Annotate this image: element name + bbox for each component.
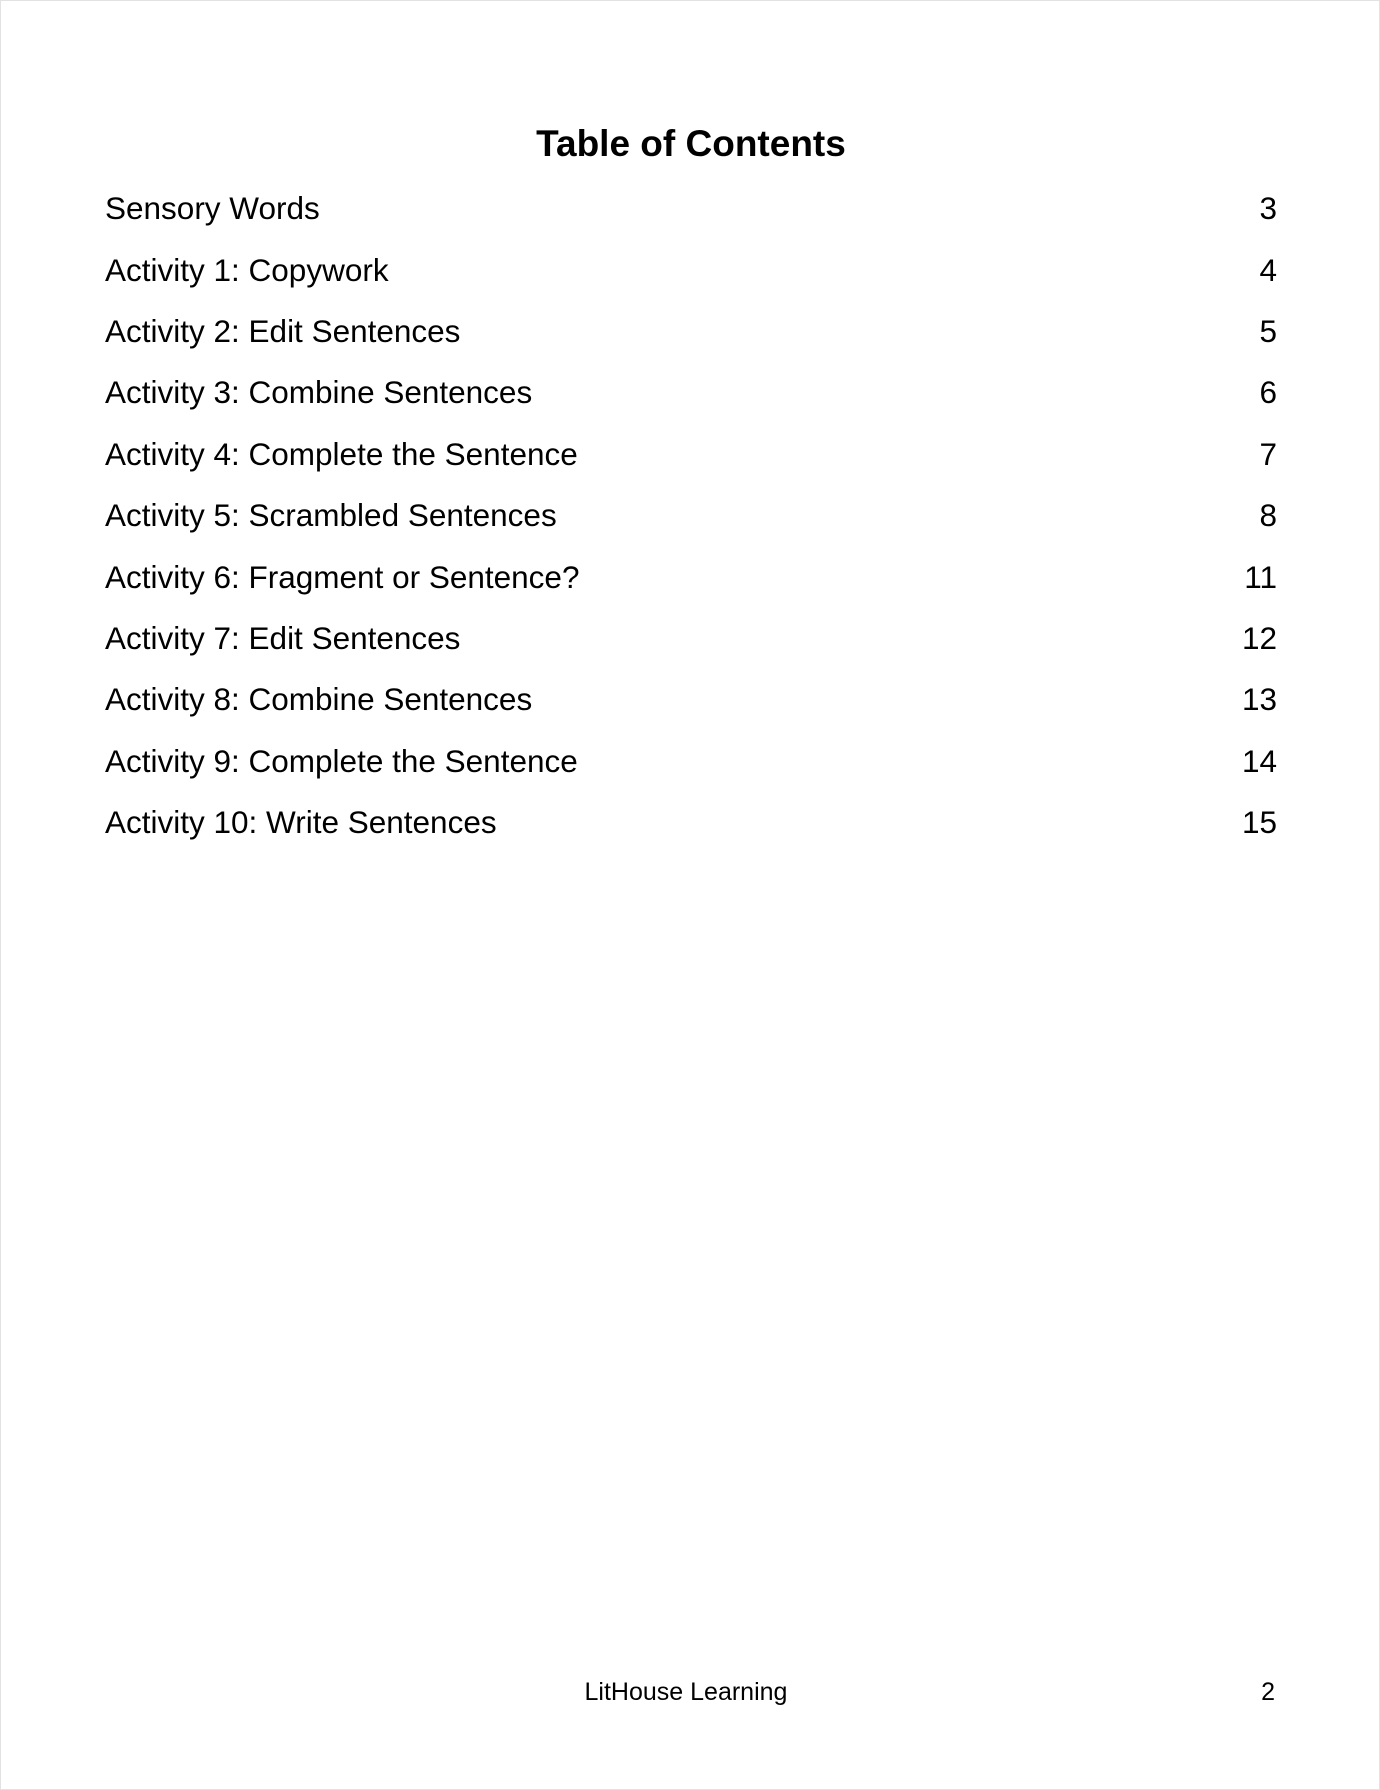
toc-entry-label: Activity 3: Combine Sentences [105,374,533,411]
toc-entry-page: 7 [1259,435,1277,472]
toc-entry-page: 11 [1244,558,1277,595]
toc-list [105,178,1277,853]
toc-entry [105,301,1277,362]
toc-entry [105,178,1277,239]
toc-entry-page: 8 [1259,497,1277,534]
toc-entry-page: 5 [1259,312,1277,349]
toc-entry-page: 14 [1241,742,1277,779]
toc-entry-page: 12 [1241,619,1277,656]
toc-entry [105,485,1277,546]
footer-publisher: LitHouse Learning [584,1678,788,1706]
toc-entry-page: 4 [1259,251,1277,288]
toc-entry-label: Activity 9: Complete the Sentence [105,742,578,779]
toc-entry-page: 13 [1241,681,1277,718]
toc-entry-label: Activity 6: Fragment or Sentence? [105,558,580,595]
toc-entry-label: Activity 8: Combine Sentences [105,681,533,718]
toc-entry [105,731,1277,792]
toc-entry-label: Activity 1: Copywork [105,251,389,288]
page-title: Table of Contents [536,123,846,164]
toc-entry [105,424,1277,485]
toc-entry [105,239,1277,300]
toc-entry-label: Sensory Words [105,190,320,227]
toc-entry-label: Activity 4: Complete the Sentence [105,435,578,472]
toc-entry-label: Activity 5: Scrambled Sentences [105,497,557,534]
toc-entry [105,546,1277,607]
footer-page-number: 2 [1261,1678,1275,1706]
toc-entry [105,792,1277,853]
toc-entry-label: Activity 2: Edit Sentences [105,312,461,349]
toc-entry [105,608,1277,669]
toc-entry [105,362,1277,423]
toc-entry-page: 15 [1241,804,1277,841]
toc-entry-page: 3 [1259,190,1277,227]
toc-entry-label: Activity 7: Edit Sentences [105,619,461,656]
toc-entry-label: Activity 10: Write Sentences [105,804,497,841]
toc-entry [105,669,1277,730]
toc-entry-page: 6 [1259,374,1277,411]
